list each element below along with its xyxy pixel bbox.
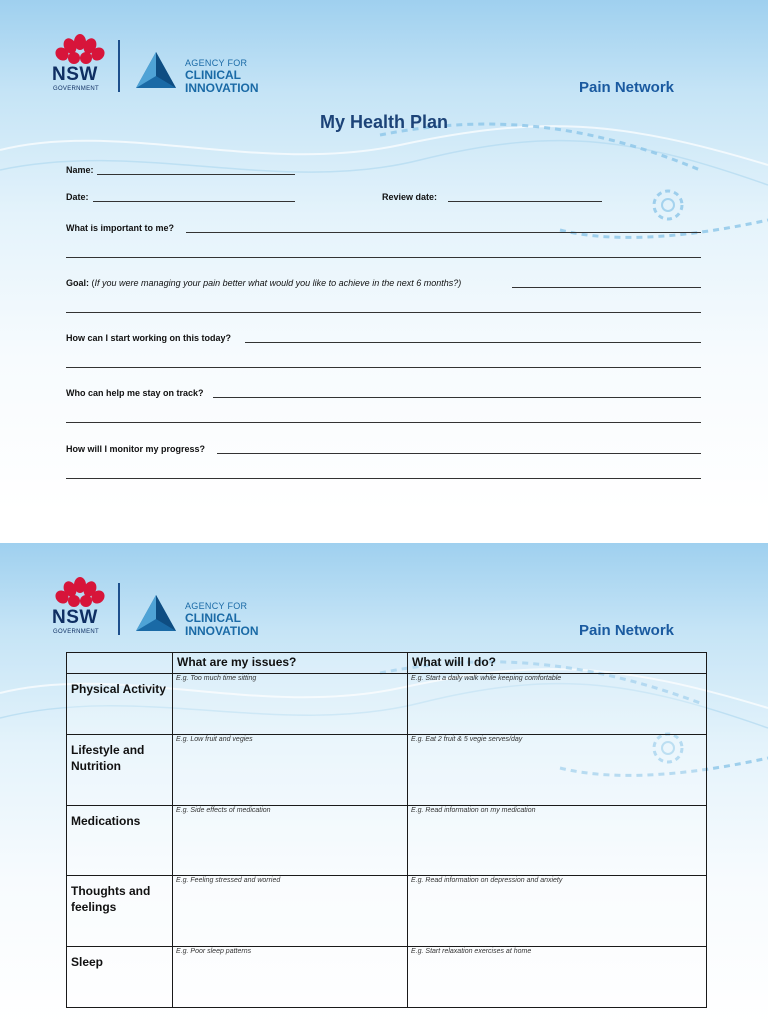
waratah-icon (54, 577, 106, 609)
start-today-field-line-2[interactable] (66, 367, 701, 368)
table-row (67, 947, 707, 1008)
action-cell[interactable]: E.g. Read information on depression and anxiety (408, 876, 707, 947)
health-plan-page-2 (0, 543, 768, 1024)
row-category: Medications (67, 806, 173, 876)
table-row (67, 806, 707, 876)
issue-cell[interactable]: E.g. Feeling stressed and worried (173, 876, 408, 947)
important-label: What is important to me? (66, 223, 174, 233)
goal-field-line-1[interactable] (512, 287, 701, 288)
row-category: Physical Activity (67, 674, 173, 735)
action-cell[interactable]: E.g. Eat 2 fruit & 5 vegie serves/day (408, 735, 707, 806)
row-category: Sleep (67, 947, 173, 1008)
aci-innovation-text: INNOVATION (185, 624, 259, 638)
row-category: Thoughts and feelings (67, 876, 173, 947)
nsw-wordmark: NSW (52, 607, 98, 628)
aci-agency-text: AGENCY FOR (185, 58, 248, 68)
aci-innovation-text: INNOVATION (185, 81, 259, 95)
waratah-icon (54, 34, 106, 66)
important-field-line-1[interactable] (186, 232, 701, 233)
help-field-line-1[interactable] (213, 397, 701, 398)
logo-divider (118, 583, 120, 635)
start-today-field-line-1[interactable] (245, 342, 701, 343)
table-row (67, 735, 707, 806)
help-field-line-2[interactable] (66, 422, 701, 423)
review-date-label: Review date: (382, 192, 438, 202)
issue-cell[interactable]: E.g. Too much time sitting (173, 674, 408, 735)
aci-clinical-text: CLINICAL (185, 68, 241, 82)
date-field[interactable] (93, 201, 295, 202)
table-header-row (67, 653, 707, 674)
health-plan-table (66, 652, 707, 1008)
aci-agency-text: AGENCY FOR (185, 601, 248, 611)
table-row (67, 674, 707, 735)
aci-triangle-icon (134, 50, 178, 90)
nsw-aci-logo (52, 579, 282, 641)
goal-hint: If you were managing your pain better what would you like to achieve in the next 6 months?) (94, 278, 462, 288)
monitor-field-line-2[interactable] (66, 478, 701, 479)
table-header-issues: What are my issues? (173, 653, 408, 674)
action-cell[interactable]: E.g. Start relaxation exercises at home (408, 947, 707, 1008)
monitor-field-line-1[interactable] (217, 453, 701, 454)
pain-network-label: Pain Network (579, 622, 675, 639)
page-title: My Health Plan (319, 112, 449, 132)
aci-triangle-icon (134, 593, 178, 633)
issue-cell[interactable]: E.g. Low fruit and vegies (173, 735, 408, 806)
nsw-government-text: GOVERNMENT (53, 86, 100, 92)
aci-clinical-text: CLINICAL (185, 611, 241, 625)
goal-field-line-2[interactable] (66, 312, 701, 313)
start-today-label: How can I start working on this today? (66, 333, 232, 343)
help-label: Who can help me stay on track? (66, 388, 204, 398)
review-date-field[interactable] (448, 201, 602, 202)
nsw-aci-logo (52, 36, 282, 98)
name-label: Name: (66, 165, 94, 175)
action-cell[interactable]: E.g. Read information on my medication (408, 806, 707, 876)
pain-network-label: Pain Network (579, 79, 675, 96)
goal-label: Goal: (If you were managing your pain better what would you like to achieve in the next 6 months?) (66, 278, 462, 288)
action-cell[interactable]: E.g. Start a daily walk while keeping comfortable (408, 674, 707, 735)
important-field-line-2[interactable] (66, 257, 701, 258)
monitor-label: How will I monitor my progress? (66, 444, 206, 454)
table-header-actions: What will I do? (408, 653, 707, 674)
row-category: Lifestyle and Nutrition (67, 735, 173, 806)
nsw-wordmark: NSW (52, 64, 98, 85)
issue-cell[interactable]: E.g. Side effects of medication (173, 806, 408, 876)
table-row (67, 876, 707, 947)
nsw-government-text: GOVERNMENT (53, 629, 100, 635)
date-label: Date: (66, 192, 89, 202)
table-header-blank (67, 653, 173, 674)
name-field[interactable] (97, 174, 295, 175)
issue-cell[interactable]: E.g. Poor sleep patterns (173, 947, 408, 1008)
logo-divider (118, 40, 120, 92)
